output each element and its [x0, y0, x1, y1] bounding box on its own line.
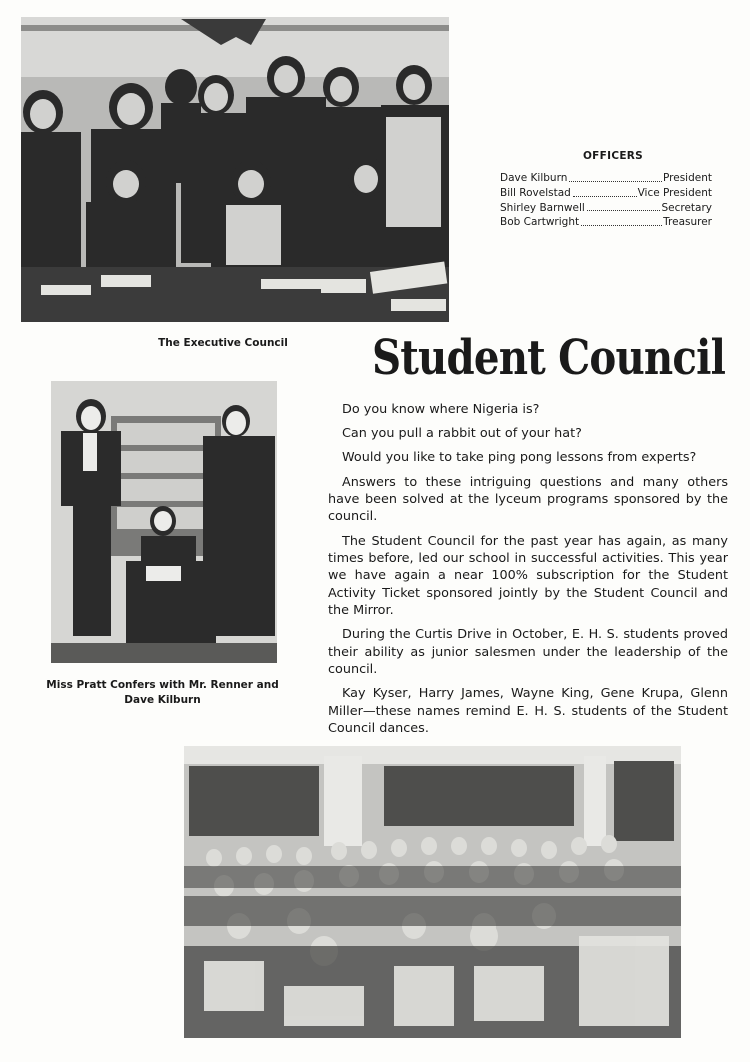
paragraph: During the Curtis Drive in October, E. H. S. students proved their ability as junior salesmen under the leadership of the council.	[328, 627, 728, 678]
paragraph: Would you like to take ping pong lessons from experts?	[342, 450, 697, 466]
paragraph: Kay Kyser, Harry James, Wayne King, Gene Krupa, Glenn Miller—these names remind E. H. S. students of the Student Council dances.	[328, 686, 728, 737]
pratt-caption: Miss Pratt Confers with Mr. Renner and Dave Kilburn	[46, 679, 279, 707]
officer-row	[500, 186, 712, 201]
officer-title: President	[663, 172, 712, 184]
officer-title: Vice President	[637, 186, 712, 199]
paragraph: Answers to these intriguing questions and many others have been solved at the lyceum programs sponsored by the council.	[328, 474, 728, 525]
dot-leader	[581, 215, 662, 226]
pratt-conference-photo	[51, 381, 277, 663]
dot-leader	[569, 171, 662, 182]
officer-name: Dave Kilburn	[500, 172, 568, 184]
officer-title: Treasurer	[663, 216, 712, 229]
officers-heading: OFFICERS	[582, 150, 644, 162]
page-title: Student Council	[372, 330, 726, 386]
paragraph: Can you pull a rabbit out of your hat?	[342, 426, 582, 442]
officers-list	[500, 150, 712, 230]
officer-row	[500, 171, 712, 186]
officer-row	[500, 201, 712, 216]
executive-council-photo	[21, 17, 449, 322]
library-assembly-photo	[184, 746, 681, 1038]
body-text	[328, 401, 728, 744]
dot-leader	[587, 201, 661, 212]
executive-council-caption: The Executive Council	[158, 337, 288, 349]
dot-leader	[573, 186, 637, 197]
paragraph: The Student Council for the past year has again, as many times before, led our school in successful activities. This year we have again a near 100% subscription for the Student Activity Ticket sponsored jointly by the Student Council and the Mirror.	[328, 533, 728, 619]
officer-name: Bob Cartwright	[500, 216, 580, 229]
officer-row	[500, 215, 712, 230]
paragraph: Do you know where Nigeria is?	[342, 402, 540, 417]
officer-name: Bill Rovelstad	[500, 186, 571, 199]
officer-title: Secretary	[661, 201, 712, 214]
officer-name: Shirley Barnwell	[500, 201, 585, 214]
